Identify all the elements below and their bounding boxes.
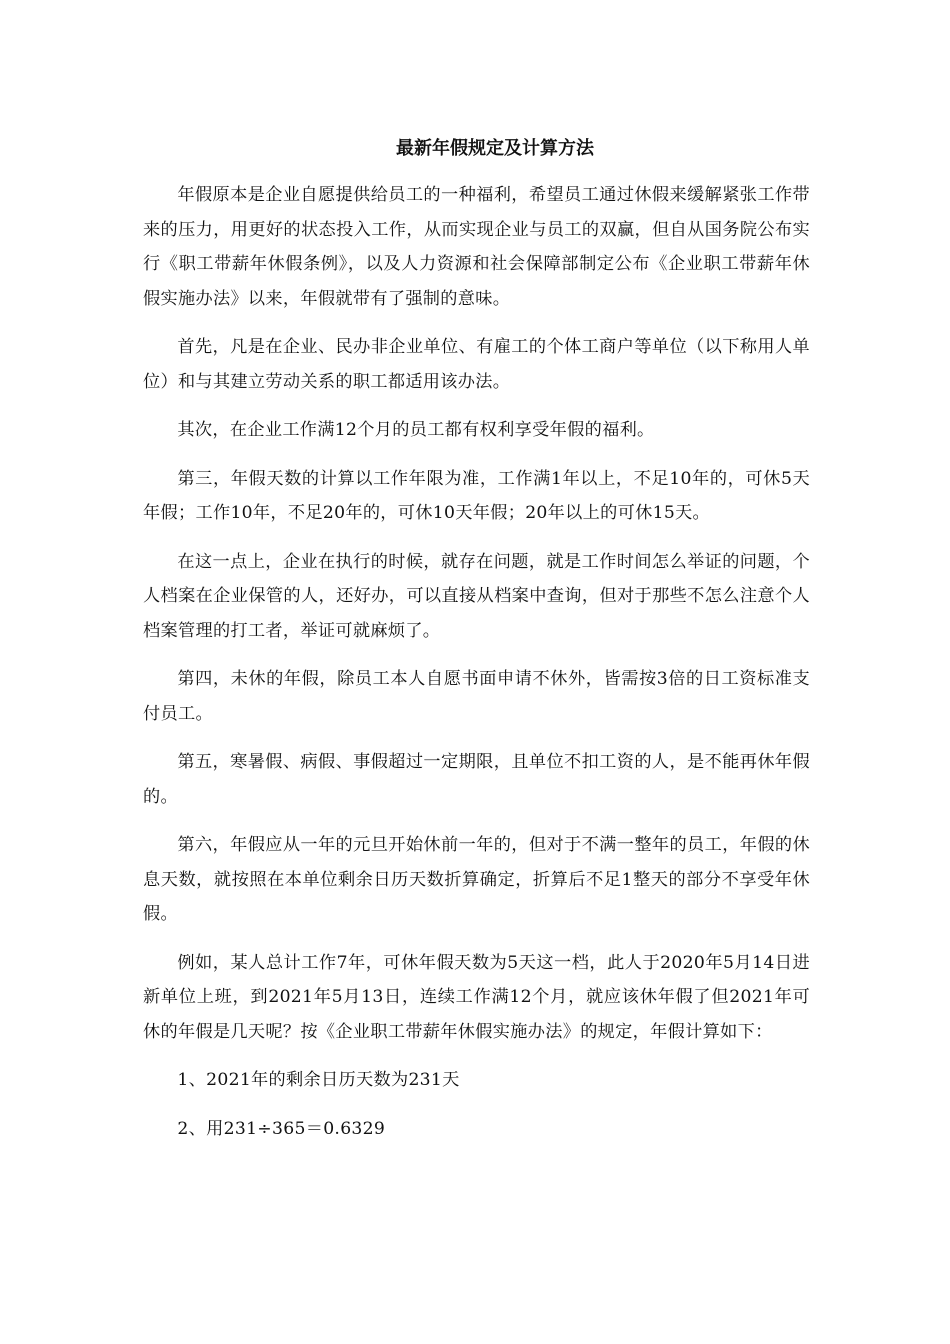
paragraph-third-point: 第三，年假天数的计算以工作年限为准，工作满1年以上，不足10年的，可休5天年假；工作10年，不足20年的，可休10天年假；20年以上的可休15天。 (143, 468, 810, 523)
paragraph-calc-step-1: 1、2021年的剩余日历天数为231天 (177, 1070, 460, 1090)
paragraph-fourth-point: 第四，未休的年假，除员工本人自愿书面申请不休外，皆需按3倍的日工资标准支付员工。 (143, 669, 810, 724)
paragraph-calc-step-2: 2、用231÷365＝0.6329 (177, 1118, 386, 1139)
paragraph-first-point: 首先，凡是在企业、民办非企业单位、有雇工的个体工商户等单位（以下称用人单位）和与其建立劳动关系的职工都适用该办法。 (143, 337, 810, 392)
paragraph-fifth-point: 第五，寒暑假、病假、事假超过一定期限，且单位不扣工资的人，是不能再休年假的。 (143, 752, 810, 807)
paragraph-sixth-point: 第六，年假应从一年的元旦开始休前一年的，但对于不满一整年的员工，年假的休息天数，就按照在本单位剩余日历天数折算确定，折算后不足1整天的部分不享受年休假。 (143, 835, 810, 924)
document-title: 最新年假规定及计算方法 (396, 138, 594, 159)
paragraph-third-point-note: 在这一点上，企业在执行的时候，就存在问题，就是工作时间怎么举证的问题，个人档案在企业保管的人，还好办，可以直接从档案中查询，但对于那些不怎么注意个人档案管理的打工者，举证可就麻烦了。 (143, 551, 810, 641)
paragraph-example: 例如，某人总计工作7年，可休年假天数为5天这一档，此人于2020年5月14日进新单位上班，到2021年5月13日，连续工作满12个月，就应该休年假了但2021年可休的年假是几天呢？按《企业职工带薪年休假实施办法》的规定，年假计算如下： (143, 952, 810, 1042)
paragraph-second-point: 其次，在企业工作满12个月的员工都有权利享受年假的福利。 (177, 420, 655, 440)
document-body (143, 178, 810, 1160)
paragraph-intro: 年假原本是企业自愿提供给员工的一种福利，希望员工通过休假来缓解紧张工作带来的压力，用更好的状态投入工作，从而实现企业与员工的双赢，但自从国务院公布实行《职工带薪年休假条例》，以及人力资源和社会保障部制定公布《企业职工带薪年休假实施办法》以来，年假就带有了强制的意味。 (143, 185, 810, 309)
